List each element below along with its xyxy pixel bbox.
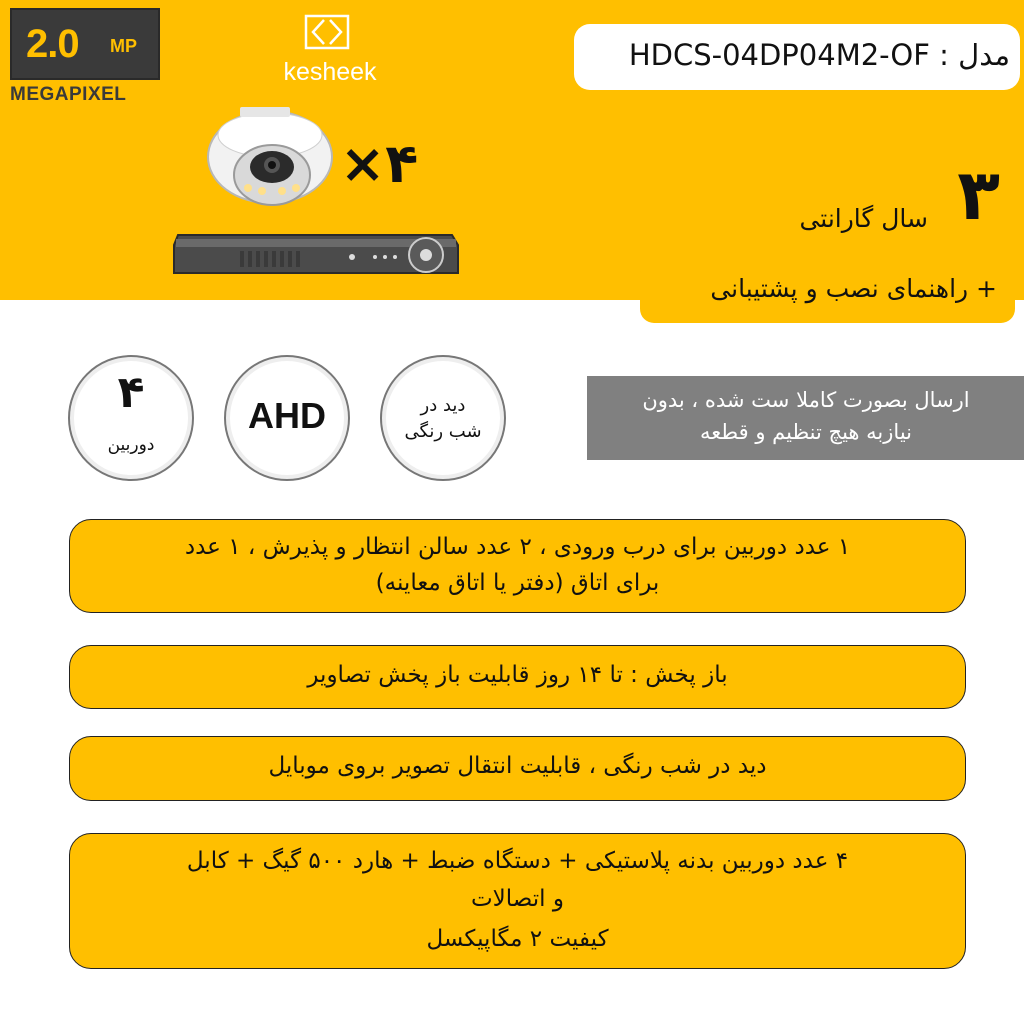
resolution-unit: MP (110, 36, 137, 56)
megapixel-badge-box (10, 8, 160, 80)
resolution-value: 2.0 (26, 22, 79, 66)
dvr-recorder-icon (174, 235, 458, 273)
dome-camera-icon (208, 107, 332, 205)
night-vision-line2: شب رنگی (404, 421, 482, 442)
camera-count-circle (68, 355, 194, 481)
brand-name: kesheek (283, 58, 377, 86)
feature-package-line2: و اتصالات (471, 886, 564, 912)
feature-playback (69, 645, 966, 709)
product-illustration (170, 95, 470, 295)
support-label: + راهنمای نصب و پشتیبانی (710, 274, 997, 303)
shipping-line1: ارسال بصورت کاملا ست شده ، بدون (642, 388, 970, 412)
feature-package-line1: ۴ عدد دوربین بدنه پلاستیکی + دستگاه ضبط + هارد ۵۰۰ گیگ + کابل (186, 848, 849, 874)
megapixel-label: MEGAPIXEL (10, 84, 127, 105)
feature-package (69, 833, 966, 969)
warranty-years: ۳ (957, 154, 1000, 236)
night-vision-circle (380, 355, 506, 481)
warranty-label: سال گارانتی (799, 204, 928, 233)
feature-placement-line2: برای اتاق (دفتر یا اتاق معاینه) (375, 570, 660, 596)
warranty-block (740, 154, 1000, 246)
ahd-label: AHD (248, 395, 326, 436)
camera-count: ۴ (117, 367, 145, 418)
model-pill (574, 24, 1020, 90)
support-pill (640, 258, 1015, 323)
feature-placement (69, 519, 966, 613)
feature-mobile-line1: دید در شب رنگی ، قابلیت انتقال تصویر بروی موبایل (268, 753, 767, 779)
shipping-note (587, 376, 1024, 460)
night-vision-line1: دید در (420, 395, 466, 416)
ahd-circle (224, 355, 350, 481)
feature-playback-line1: باز پخش : تا ۱۴ روز قابلیت باز پخش تصاویر (307, 662, 728, 688)
megapixel-badge (6, 6, 160, 104)
kesheek-logo-icon (304, 14, 350, 50)
feature-mobile (69, 736, 966, 801)
shipping-line2: نیازبه هیچ تنظیم و قطعه (699, 420, 912, 444)
feature-placement-line1: ۱ عدد دوربین برای درب ورودی ، ۲ عدد سالن انتظار و پذیرش ، ۱ عدد (184, 534, 851, 560)
brand-logo (270, 14, 390, 88)
feature-package-line3: کیفیت ۲ مگاپیکسل (426, 926, 609, 952)
quantity-label: ×۴ (340, 132, 419, 195)
model-text: مدل : HDCS-04DP04M2-OF (628, 38, 1010, 72)
camera-count-label: دوربین (107, 435, 155, 455)
